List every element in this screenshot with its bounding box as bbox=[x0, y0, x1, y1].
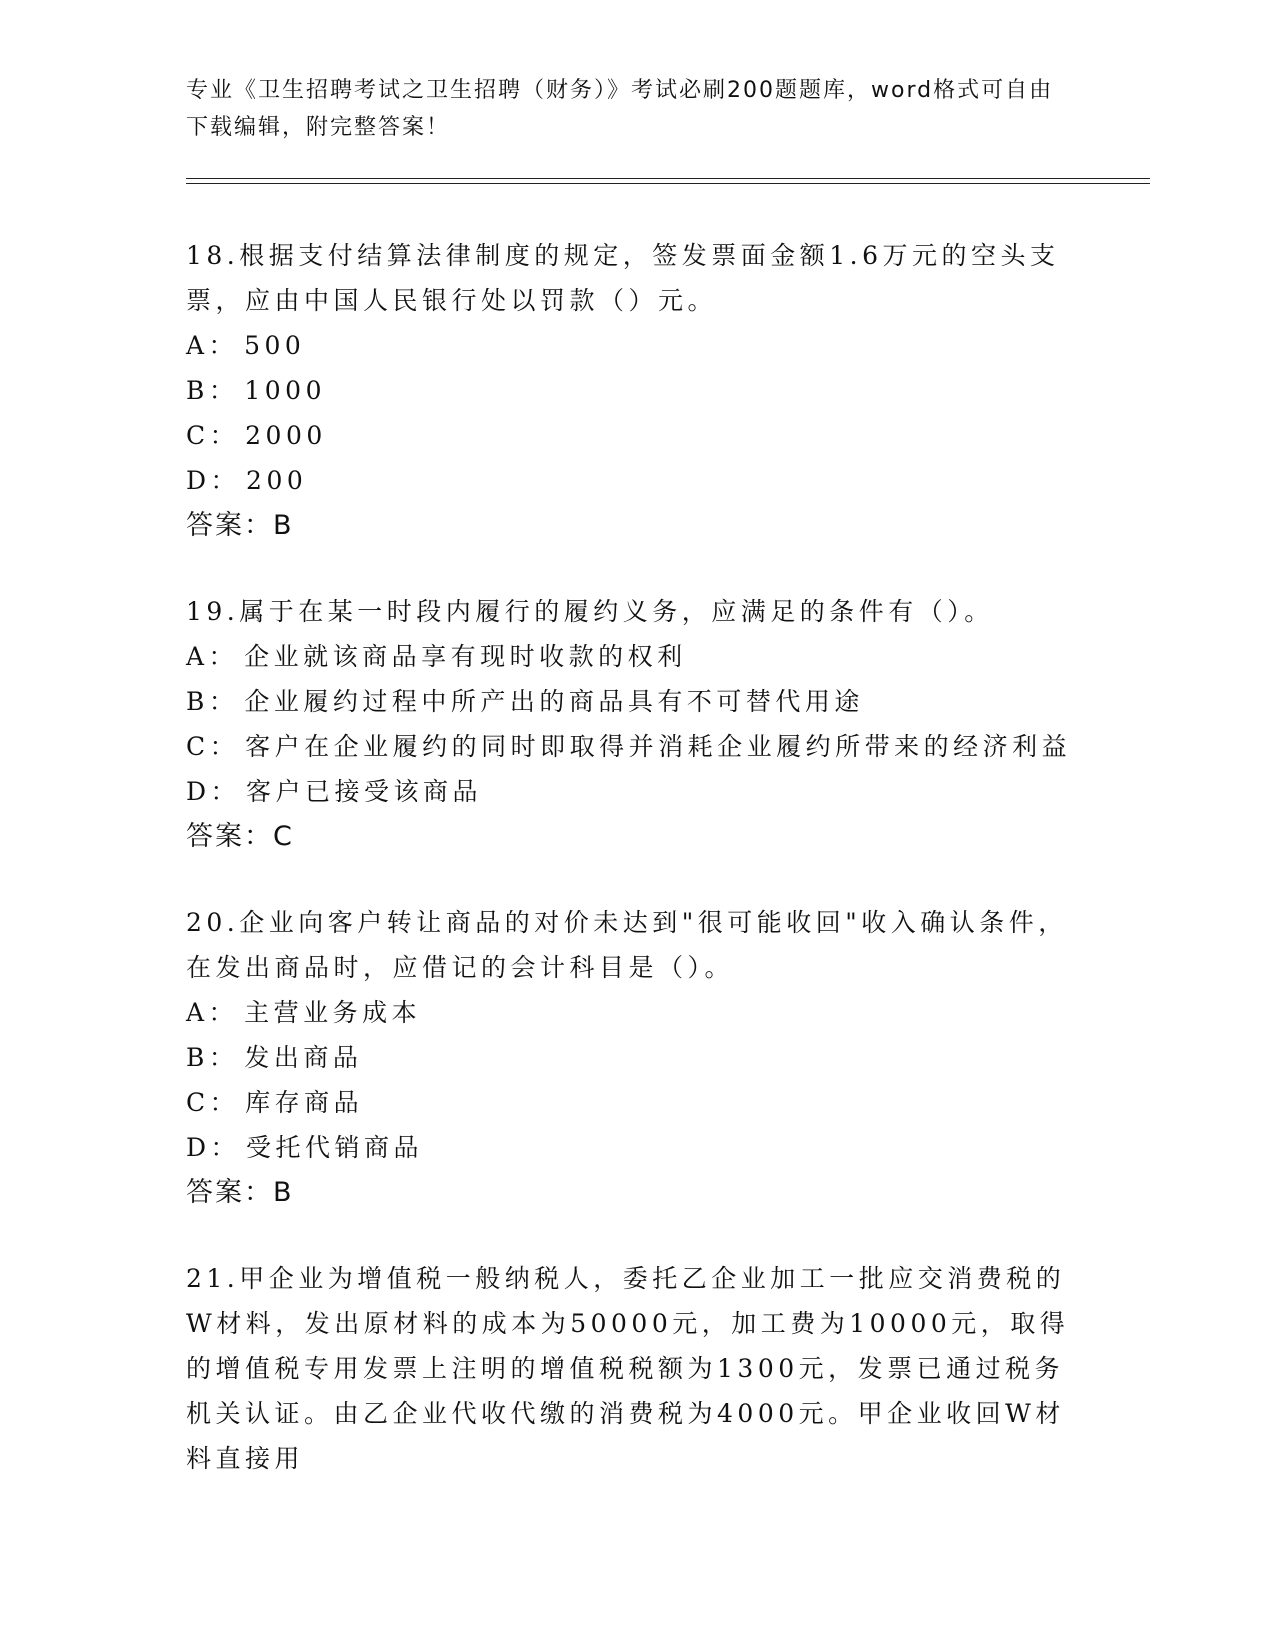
header-divider-top bbox=[186, 178, 1150, 179]
answer-label: 答案：C bbox=[186, 821, 294, 852]
option-d bbox=[186, 1125, 1076, 1170]
option-d bbox=[186, 458, 1076, 503]
option-c bbox=[186, 413, 1076, 458]
option-b bbox=[186, 1035, 1076, 1080]
answer-label: 答案：B bbox=[186, 510, 294, 541]
option-text: 500 bbox=[244, 331, 306, 360]
question-19 bbox=[186, 589, 1076, 860]
option-text: 200 bbox=[246, 466, 308, 495]
option-text: 客户已接受该商品 bbox=[246, 777, 483, 806]
option-text: 主营业务成本 bbox=[244, 998, 422, 1027]
option-key: B： bbox=[186, 687, 239, 716]
option-text: 受托代销商品 bbox=[246, 1133, 424, 1162]
option-b bbox=[186, 368, 1076, 413]
option-text: 企业就该商品享有现时收款的权利 bbox=[244, 642, 687, 671]
option-text: 发出商品 bbox=[244, 1043, 363, 1072]
option-text: 1000 bbox=[244, 376, 326, 405]
question-stem: 18.根据支付结算法律制度的规定，签发票面金额1.6万元的空头支票，应由中国人民银行处以罚款（）元。 bbox=[186, 241, 1060, 315]
option-key: B： bbox=[186, 376, 239, 405]
option-key: A： bbox=[186, 998, 239, 1027]
option-c bbox=[186, 724, 1076, 769]
option-key: D： bbox=[186, 777, 241, 806]
question-18 bbox=[186, 233, 1076, 549]
question-list bbox=[186, 233, 1076, 1521]
header-divider-bottom bbox=[186, 183, 1150, 184]
question-stem: 19.属于在某一时段内履行的履约义务，应满足的条件有（）。 bbox=[186, 597, 994, 626]
option-d bbox=[186, 769, 1076, 814]
option-key: D： bbox=[186, 466, 241, 495]
option-key: A： bbox=[186, 642, 239, 671]
option-key: D： bbox=[186, 1133, 241, 1162]
option-text: 2000 bbox=[245, 421, 327, 450]
option-a bbox=[186, 634, 1076, 679]
option-key: A： bbox=[186, 331, 239, 360]
option-text: 客户在企业履约的同时即取得并消耗企业履约所带来的经济利益 bbox=[245, 732, 1072, 761]
question-21 bbox=[186, 1256, 1076, 1481]
question-stem: 21.甲企业为增值税一般纳税人，委托乙企业加工一批应交消费税的W材料，发出原材料的成本为50000元，加工费为10000元，取得的增值税专用发票上注明的增值税税额为1300元，发票已通过税务机关认证。由乙企业代收代缴的消费税为4000元。甲企业收回W材料直接用 bbox=[186, 1264, 1070, 1473]
option-text: 库存商品 bbox=[245, 1088, 364, 1117]
option-key: C： bbox=[186, 421, 240, 450]
option-key: C： bbox=[186, 732, 240, 761]
option-c bbox=[186, 1080, 1076, 1125]
option-a bbox=[186, 323, 1076, 368]
option-b bbox=[186, 679, 1076, 724]
question-20 bbox=[186, 900, 1076, 1216]
option-key: C： bbox=[186, 1088, 240, 1117]
document-header: 专业《卫生招聘考试之卫生招聘（财务）》考试必刷200题题库，word格式可自由下载编辑，附完整答案！ bbox=[186, 78, 1054, 140]
option-key: B： bbox=[186, 1043, 239, 1072]
question-stem: 20.企业向客户转让商品的对价未达到"很可能收回"收入确认条件，在发出商品时，应借记的会计科目是（）。 bbox=[186, 908, 1068, 982]
answer-label: 答案：B bbox=[186, 1177, 294, 1208]
option-a bbox=[186, 990, 1076, 1035]
option-text: 企业履约过程中所产出的商品具有不可替代用途 bbox=[244, 687, 864, 716]
